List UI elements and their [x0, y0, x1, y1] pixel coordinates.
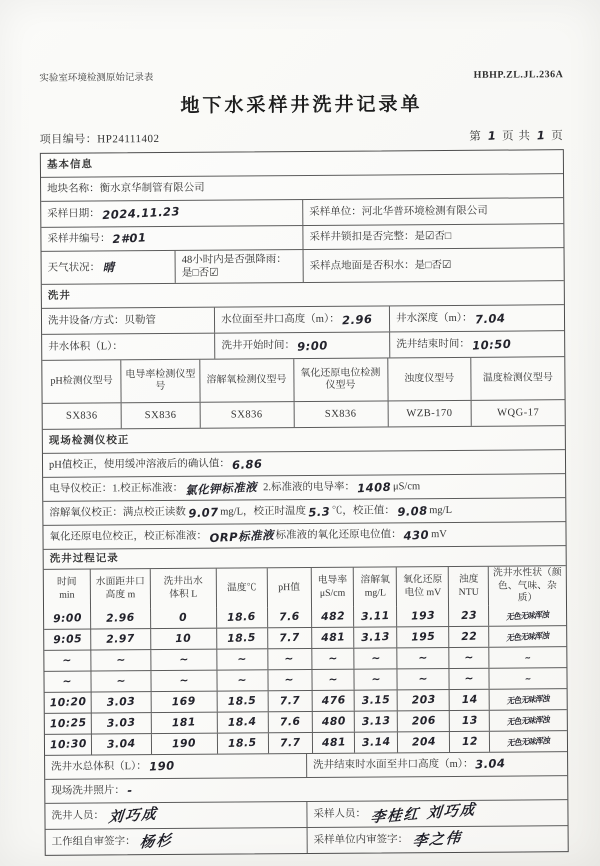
row-totals: 洗井水总体积（L）： 190 洗井结束时水面至井口高度（m）： 3.04 — [45, 751, 567, 779]
row-date-unit: 采样日期： 2024.11.23 采样单位： 河北华普环境检测有限公司 — [41, 197, 563, 227]
table-cell: 18.5 — [216, 691, 267, 711]
table-cell: 195 — [396, 627, 448, 647]
process-rows — [44, 605, 567, 755]
section-title: 基本信息 — [46, 159, 93, 171]
document-header — [39, 66, 563, 84]
depth-handwritten: 7.04 — [474, 310, 506, 327]
start-time-handwritten: 9:00 — [296, 337, 328, 354]
table-cell: 10:25 — [49, 716, 87, 731]
cond-value-handwritten: 1408 — [356, 479, 392, 495]
table-cell: 7.7 — [268, 733, 312, 753]
instrument-header-cell: 温度检测仪型号 — [470, 357, 564, 400]
table-cell: 3.13 — [354, 711, 397, 731]
do-calvalue-handwritten: 9.08 — [396, 503, 428, 519]
page-current-handwritten: 1 — [487, 128, 497, 143]
device-value: 贝勒管 — [124, 315, 156, 327]
table-cell: ~ — [449, 669, 489, 689]
table-cell: 18.4 — [216, 712, 267, 732]
table-cell: 190 — [151, 734, 217, 754]
table-cell: ~ — [267, 670, 311, 690]
process-header-cell: 电导率 μS/cm — [310, 568, 353, 607]
table-cell: 10 — [150, 629, 216, 649]
row-do-calibration: 溶解氧仪校正：满点校正读数 9.07 mg/L，校正时温度 5.3 ℃，校正值： 9.08 mg/L — [43, 497, 565, 525]
process-header-cell: 洗井水性状（颜 色、气味、杂质） — [488, 567, 566, 606]
form-table — [40, 149, 569, 856]
table-cell: 481 — [311, 628, 354, 648]
form-code: HBHP.ZL.JL.236A — [473, 69, 564, 81]
section-process-record — [44, 545, 566, 569]
total-volume-handwritten: 190 — [148, 758, 175, 775]
table-cell: ~ — [397, 669, 449, 689]
table-cell: 22 — [449, 627, 489, 647]
instrument-model-cell: WQG-17 — [471, 400, 565, 426]
row-personnel: 洗井人员： 刘巧成 采样人员： 李桂红 刘巧成 — [45, 799, 567, 829]
table-row — [44, 646, 566, 671]
ph-confirm-handwritten: 6.86 — [231, 456, 263, 472]
instrument-header-cell: 氧化还原电位检测仪型号 — [293, 359, 387, 402]
sampler-signature: 李桂红 刘巧成 — [369, 801, 477, 826]
orp-standard-handwritten: ORP标准液 — [208, 527, 274, 545]
process-header-cell: 温度℃ — [215, 569, 266, 608]
table-cell: 3.14 — [354, 732, 397, 752]
table-cell: 206 — [397, 711, 449, 731]
table-cell: 18.6 — [216, 607, 267, 627]
project-row — [40, 127, 564, 147]
lock-checkboxes: 采样井锁扣是否完整：是☑否□ — [302, 224, 563, 249]
instrument-model-row — [43, 399, 565, 429]
row-conductivity-calibration: 电导仪校正：1.校正标准液： 氯化钾标准液 2.标准液的电导率： 1408 μS/cm — [43, 473, 565, 501]
process-header-cell: 浊度 NTU — [448, 567, 488, 606]
table-cell: 7.6 — [268, 712, 312, 732]
table-cell: 3.13 — [354, 627, 397, 647]
row-ph-calibration: pH值校正，使用缓冲溶液后的确认值： 6.86 — [43, 449, 565, 477]
table-cell: 169 — [151, 692, 217, 712]
table-cell: 13 — [449, 711, 489, 731]
process-header-cell: 水面距井口 高度 m — [90, 569, 150, 608]
washer-signature: 刘巧成 — [107, 805, 159, 826]
photo-handwritten: - — [126, 783, 133, 798]
table-cell: ~ — [90, 671, 150, 691]
table-row — [44, 625, 566, 650]
table-cell: ~ — [90, 650, 150, 670]
table-row — [44, 667, 566, 692]
cond-standard-handwritten: 氯化钾标准液 — [184, 479, 258, 497]
table-cell: ~ — [397, 648, 449, 668]
row-volume-times: 井水体积（L）： 洗井开始时间： 9:00 洗井结束时间： 10:50 — [42, 330, 564, 360]
process-header-cell: 氧化还原 电位 mV — [396, 567, 448, 606]
row-orp-calibration: 氧化还原电位校正，校正标准液： ORP标准液 标准液的氧化还原电位值： 430 mV — [43, 521, 565, 549]
table-cell: 204 — [397, 732, 449, 752]
table-cell: 23 — [448, 606, 488, 626]
section-title: 洗井 — [47, 290, 71, 302]
table-cell: 482 — [311, 607, 354, 627]
project-number: 项目编号：HP24111402 — [39, 133, 160, 146]
table-cell: 3.15 — [354, 690, 397, 710]
table-cell: ~ — [62, 674, 73, 689]
process-header-cell: 洗井出水 体积 L — [150, 569, 216, 608]
section-washing — [42, 280, 564, 308]
orp-value-handwritten: 430 — [403, 527, 430, 543]
table-cell: 3.11 — [354, 606, 397, 626]
sampling-unit: 河北华普环境检测有限公司 — [361, 205, 488, 218]
page-indicator: 第 1 页 共 1 页 — [469, 128, 564, 143]
end-time-handwritten: 10:50 — [471, 336, 512, 353]
row-site-name: 地块名称： 衡水京华制管有限公司 — [41, 173, 563, 201]
instrument-model-cell: SX836 — [199, 402, 293, 428]
record-sheet — [39, 66, 568, 856]
instrument-model-cell: SX836 — [65, 410, 98, 422]
row-well-lock: 采样井编号： 2#01 采样井锁扣是否完整：是☑否□ — [41, 223, 563, 251]
table-cell: 10:20 — [48, 695, 87, 710]
table-cell: 3.04 — [91, 734, 151, 754]
process-header-cell: 时间 min — [56, 577, 77, 601]
table-cell: 480 — [311, 712, 354, 732]
table-row — [45, 730, 567, 755]
table-cell: 14 — [449, 690, 489, 710]
row-photo: 现场洗井照片： - — [45, 775, 567, 803]
table-cell: 18.5 — [216, 628, 267, 648]
end-level-handwritten: 3.04 — [475, 756, 507, 772]
table-cell: ~ — [150, 671, 216, 691]
table-cell: 193 — [396, 606, 448, 626]
section-calibration — [43, 425, 565, 453]
table-cell: 0 — [150, 608, 216, 628]
site-name: 衡水京华制管有限公司 — [99, 182, 205, 195]
section-basic-info — [41, 150, 563, 177]
table-cell: 481 — [312, 733, 355, 753]
rain-checkboxes: 48小时内是否强降雨：是□否☑ — [175, 250, 303, 283]
table-cell: 203 — [397, 690, 449, 710]
instrument-header-cell: 溶解氧检测仪型号 — [199, 359, 293, 402]
well-number-handwritten: 2#01 — [112, 230, 147, 247]
table-cell: 无色无味浑浊 — [489, 731, 567, 752]
table-cell: 476 — [311, 691, 354, 711]
table-cell: 3.03 — [91, 692, 151, 712]
table-cell: 7.7 — [267, 628, 311, 648]
instrument-header-cell: 浊度仪型号 — [387, 358, 471, 401]
table-cell: ~ — [311, 670, 354, 690]
table-cell: ~ — [354, 648, 397, 668]
table-cell: 18.5 — [217, 733, 268, 753]
table-cell: 3.03 — [91, 713, 151, 733]
row-weather: 天气状况： 晴 48小时内是否强降雨：是□否☑ 采样点地面是否积水：是□否☑ — [42, 247, 564, 284]
water-level-handwritten: 2.96 — [341, 311, 373, 327]
instrument-model-cell: SX836 — [121, 403, 199, 429]
table-cell: ~ — [488, 647, 566, 668]
table-cell: 12 — [449, 732, 489, 752]
table-cell: 无色无味浑浊 — [489, 710, 567, 731]
table-cell: ~ — [449, 648, 489, 668]
table-cell: 181 — [151, 713, 217, 733]
table-cell: 9:05 — [52, 632, 82, 647]
table-cell: 7.7 — [267, 691, 311, 711]
table-cell: ~ — [62, 653, 73, 668]
table-cell: ~ — [216, 670, 267, 690]
table-cell: 10:30 — [49, 737, 87, 752]
table-cell: 9:00 — [52, 611, 82, 626]
page-total-handwritten: 1 — [536, 128, 546, 143]
row-review-signatures: 工作组自审签字： 杨杉 采样单位内审签字： 李之伟 — [46, 825, 568, 855]
table-cell: 2.97 — [90, 629, 150, 649]
table-cell: ~ — [311, 649, 354, 669]
instrument-header-row — [42, 356, 564, 403]
table-cell: ~ — [150, 650, 216, 670]
table-cell: 2.96 — [90, 608, 150, 628]
table-row — [44, 605, 566, 629]
instrument-header-cell: 电导率检测仪型号 — [121, 360, 200, 403]
table-cell: ~ — [216, 649, 267, 669]
table-cell: 无色无味浑浊 — [488, 605, 566, 626]
row-device-level-depth: 洗井设备/方式： 贝勒管 水位面至井口高度（m）： 2.96 井水深度（m）： 7.04 — [42, 304, 564, 334]
page-title: 地下水采样井洗井记录单 — [180, 94, 423, 117]
process-header-cell: pH值 — [267, 568, 311, 607]
table-cell: 无色无味浑浊 — [489, 689, 567, 710]
process-table-header — [44, 566, 566, 609]
instrument-header-cell: pH检测仪型号 — [50, 375, 113, 387]
self-review-signature: 杨杉 — [138, 832, 174, 851]
sampling-date-handwritten: 2024.11.23 — [101, 204, 180, 223]
do-temp-handwritten: 5.3 — [307, 503, 331, 520]
table-cell: ~ — [489, 668, 567, 689]
section-title: 现场检测仪校正 — [48, 435, 130, 447]
instrument-model-cell: SX836 — [293, 402, 387, 428]
table-cell: 无色无味浑浊 — [488, 626, 566, 647]
table-row — [45, 709, 567, 734]
ponding-checkboxes: 采样点地面是否积水：是□否☑ — [303, 248, 564, 282]
instrument-model-cell: WZB-170 — [387, 401, 471, 427]
table-row — [45, 688, 567, 713]
table-cell: ~ — [354, 669, 397, 689]
internal-review-signature: 李之伟 — [411, 829, 463, 850]
process-header-cell: 溶解氧 mg/L — [353, 568, 396, 607]
weather-handwritten: 晴 — [101, 260, 115, 275]
section-title: 洗井过程记录 — [49, 553, 119, 566]
table-cell: ~ — [267, 649, 311, 669]
table-cell: 7.6 — [267, 607, 311, 627]
form-name: 实验室环境检测原始记录表 — [39, 73, 154, 84]
do-reading-handwritten: 9.07 — [187, 504, 219, 521]
